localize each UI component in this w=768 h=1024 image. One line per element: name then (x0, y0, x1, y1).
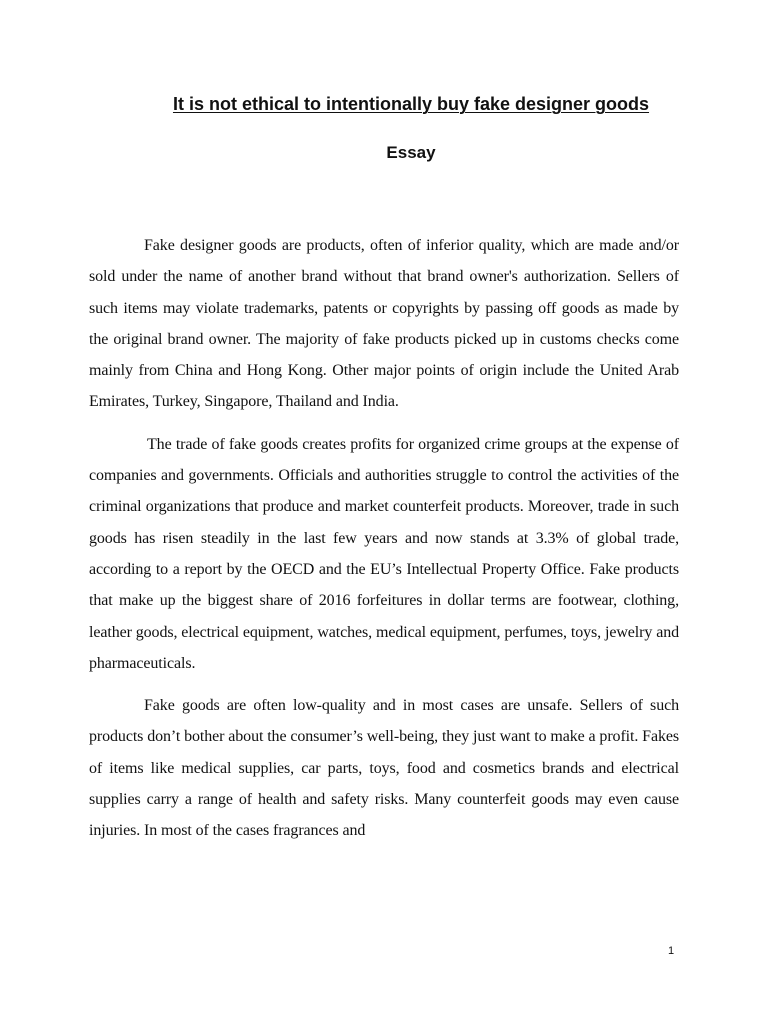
paragraph-1: Fake designer goods are products, often of inferior quality, which are made and/or sold under the name of another brand without that brand owner's authorization. Sellers of such items may violate trademarks, patents or copyrights by passing off goods as made by the original brand owner. The majority of fake products picked up in customs checks come mainly from China and Hong Kong. Other major points of origin include the United Arab Emirates, Turkey, Singapore, Thailand and India. (89, 237, 679, 411)
essay-title (0, 93, 768, 115)
page-number: 1 (668, 945, 675, 957)
essay-title-text: It is not ethical to intentionally buy fake designer goods (172, 94, 650, 114)
essay-subtitle (0, 142, 768, 164)
essay-subtitle-text: Essay (386, 143, 436, 162)
paragraph-3: Fake goods are often low-quality and in most cases are unsafe. Sellers of such products don’t bother about the consumer’s well-being, they just want to make a profit. Fakes of items like medical supplies, car parts, toys, food and cosmetics brands and electrical supplies carry a range of health and safety risks. Many counterfeit goods may even cause injuries. In most of the cases fragrances and (89, 697, 679, 840)
paragraph-2: The trade of fake goods creates profits for organized crime groups at the expense of companies and governments. Officials and authorities struggle to control the activities of the criminal organizations that produce and market counterfeit products. Moreover, trade in such goods has risen steadily in the last few years and now stands at 3.3% of global trade, according to a report by the OECD and the EU’s Intellectual Property Office. Fake products that make up the biggest share of 2016 forfeitures in dollar terms are footwear, clothing, leather goods, electrical equipment, watches, medical equipment, perfumes, toys, jewelry and pharmaceuticals. (89, 435, 679, 672)
essay-body (89, 230, 679, 858)
